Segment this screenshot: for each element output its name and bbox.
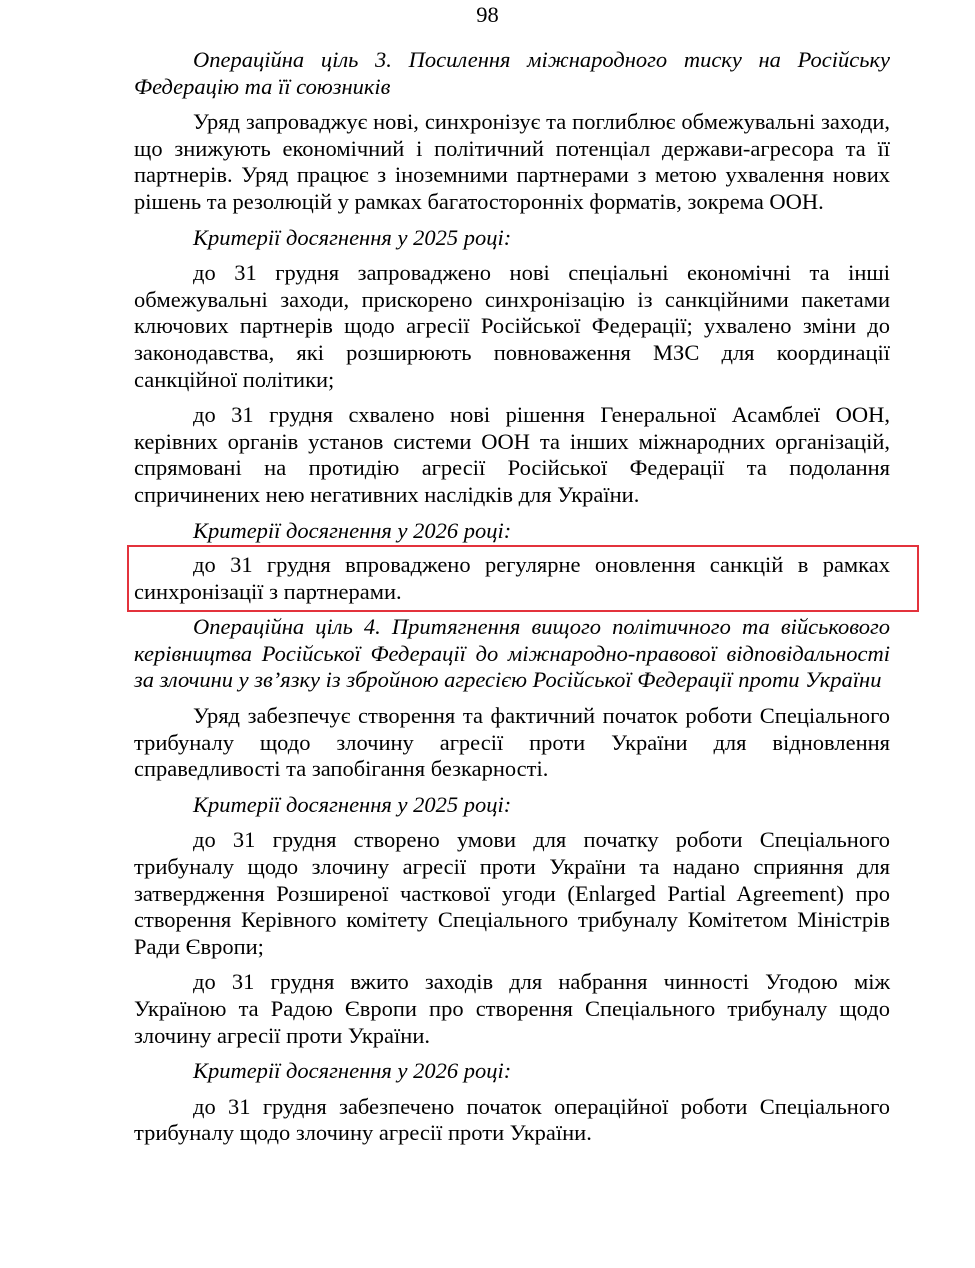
criteria-item: до 31 грудня забезпечено початок операційної роботи Спеціального трибуналу щодо злочину агресії проти України. bbox=[134, 1093, 890, 1146]
criteria-item-highlighted: до 31 грудня впроваджено регулярне оновлення санкцій в рамках синхронізації з партнерами. bbox=[134, 552, 890, 604]
criteria-item: до 31 грудня вжито заходів для набрання чинності Угодою між Україною та Радою Європи про створення Спеціального трибуналу щодо злочину агресії проти України. bbox=[134, 969, 890, 1048]
criteria-2026-label-goal-3: Критерії досягнення у 2026 році: bbox=[193, 517, 512, 543]
criteria-2025-label-goal-4: Критерії досягнення у 2025 році: bbox=[193, 791, 512, 817]
criteria-item: до 31 грудня схвалено нові рішення Генеральної Асамблеї ООН, керівних органів установ системи ООН та інших міжнародних організацій, спрямовані на протидію агресії Російської Федерації та подолання спричинених нею негативних наслідків для України. bbox=[134, 402, 890, 507]
section-intro-goal-4: Уряд забезпечує створення та фактичний початок роботи Спеціального трибуналу щодо злочину агресії проти України для відновлення справедливості та запобігання безкарності. bbox=[134, 703, 890, 782]
document-body bbox=[134, 47, 890, 1147]
section-intro-goal-3: Уряд запроваджує нові, синхронізує та поглиблює обмежувальні заходи, що знижують економічний і політичний потенціал держави-агресора та її партнерів. Уряд працює з іноземними партнерами з метою ухвалення нових рішень та резолюцій у рамках багатосторонніх форматів, зокрема ООН. bbox=[134, 109, 890, 214]
section-heading-goal-4: Операційна ціль 4. Притягнення вищого політичного та військового керівництва Російської Федерації до міжнародно-правової відповідальності за злочини у зв’язку із збройною агресією Російської Федерації проти України bbox=[134, 614, 890, 693]
criteria-item: до 31 грудня запроваджено нові спеціальні економічні та інші обмежувальні заходи, прискорено синхронізацію із санкційними пакетами ключових партнерів щодо агресії Російської Федерації; ухвалено зміни до законодавства, які розширюють повноваження МЗС для координації санкційної політики; bbox=[134, 260, 890, 392]
criteria-2025-label-goal-3: Критерії досягнення у 2025 році: bbox=[193, 224, 512, 250]
criteria-2026-label-goal-4: Критерії досягнення у 2026 році: bbox=[193, 1058, 512, 1084]
criteria-item: до 31 грудня створено умови для початку роботи Спеціального трибуналу щодо злочину агресії проти України та надано сприяння для затвердження Розширеної часткової угоди (Enlarged Partial Agreement) про створення Керівного комітету Спеціального трибуналу Комітетом Міністрів Ради Європи; bbox=[134, 827, 890, 959]
highlighted-criteria-block bbox=[134, 552, 890, 605]
page-number: 98 bbox=[476, 2, 499, 27]
section-heading-goal-3: Операційна ціль 3. Посилення міжнародного тиску на Російську Федерацію та її союзників bbox=[134, 47, 890, 99]
